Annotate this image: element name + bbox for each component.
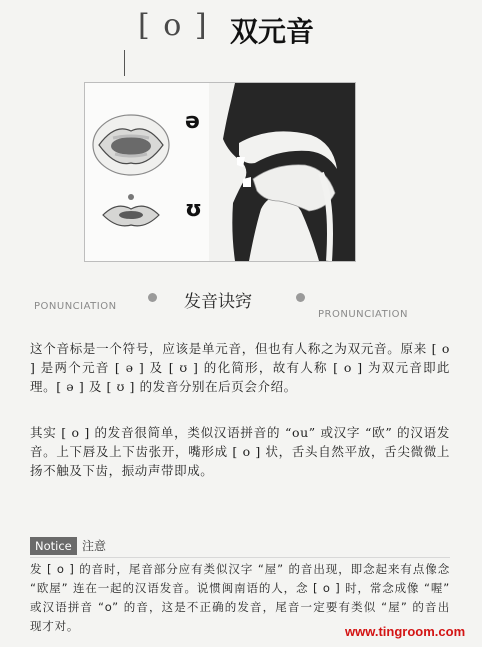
- bleed-through-text: [388, 40, 478, 160]
- pronunciation-diagram: [84, 82, 356, 262]
- title-row: [138, 6, 378, 50]
- notice-divider: [30, 557, 450, 558]
- watermark-url: www.tingroom.com: [345, 624, 466, 639]
- lips-panel: [85, 83, 210, 261]
- section-left-label: PONUNCIATION: [34, 301, 117, 312]
- section-title: 发音诀窍: [184, 292, 252, 312]
- mouth-cross-section: [209, 83, 355, 261]
- bullet-dot-icon: [148, 293, 157, 302]
- notice-label: 注意: [82, 539, 107, 553]
- section-right-label: PRONUNCIATION: [318, 309, 409, 320]
- body-paragraph: 这个音标是一个符号，应该是单元音，但也有人称之为双元音。原来 [ o ] 是两个元音 [ ə ] 及 [ ʊ ] 的化简形，故有人称 [ o ] 为双元音即此理。[ ə ] 及 [ ʊ ] 的发音分别在后页会介绍。: [30, 341, 450, 395]
- ipa-upsilon-label: ʊ: [185, 197, 202, 222]
- open-lips-icon: [93, 115, 169, 175]
- bullet-dot-icon: [296, 293, 305, 302]
- phonetic-symbol-title: [ o ]: [138, 8, 209, 43]
- section-header: [0, 282, 482, 326]
- rounded-lips-icon: [103, 194, 159, 226]
- ipa-schwa-label: ə: [185, 109, 200, 134]
- title-divider: [124, 50, 125, 76]
- bleed-through-text: [392, 210, 472, 240]
- body-paragraph: 其实 [ o ] 的发音很简单，类似汉语拼音的 “ou” 或汉字 “欧” 的汉语发音。上下唇及上下齿张开，嘴形成 [ o ] 状，舌头自然平放，舌尖微微上扬不触及下齿，振动声带即成。: [30, 425, 450, 479]
- notice-badge: Notice: [30, 537, 77, 555]
- notice-paragraph: 发 [ o ] 的音时，尾音部分应有类似汉字 “屋” 的音出现，即念起来有点像念 “欧屋” 连在一起的汉语发音。说惯闽南语的人，念 [ o ] 时，常念成像 “喔” 或汉语拼音 “o” 的音，这是不正确的发音，尾音一定要有类似 “屋” 的音出现才对。: [30, 562, 450, 633]
- page-title: 双元音: [230, 15, 315, 48]
